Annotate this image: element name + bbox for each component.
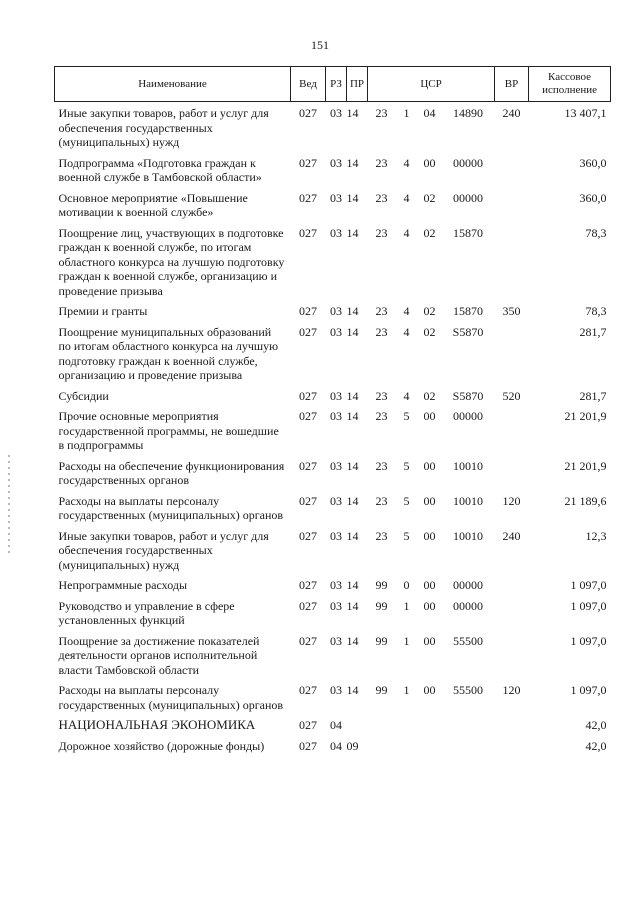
row-csr-direction: 00000 bbox=[453, 598, 484, 613]
row-amount: 21 201,9 bbox=[564, 409, 607, 423]
row-csr-program bbox=[368, 712, 396, 733]
header-amount: Кассовое исполнение bbox=[529, 67, 611, 102]
row-csr-direction: 15870 bbox=[453, 304, 484, 318]
row-rz: 03 bbox=[330, 528, 342, 543]
row-csr-subprogram: 4 bbox=[403, 155, 410, 170]
row-name: Поощрение муниципальных образований по итогам областного конкурса на лучшую подготовку граждан к военной службе, организацию и проведение призыва bbox=[58, 324, 279, 382]
row-vr: 350 bbox=[502, 304, 521, 318]
row-vr: 520 bbox=[502, 388, 521, 403]
row-vr bbox=[495, 593, 529, 628]
row-name: Расходы на обеспечение функционирования государственных органов bbox=[58, 458, 285, 487]
row-pr: 14 bbox=[346, 304, 359, 318]
row-ved: 027 bbox=[299, 528, 317, 543]
row-name: Руководство и управление в сфере установленных функций bbox=[58, 598, 235, 627]
row-pr: 14 bbox=[346, 190, 359, 205]
row-csr-program: 99 bbox=[375, 598, 388, 613]
row-vr: 120 bbox=[502, 683, 521, 697]
row-ved: 027 bbox=[299, 225, 317, 240]
table-row bbox=[55, 102, 611, 150]
row-amount: 281,7 bbox=[579, 388, 607, 403]
row-csr-program: 23 bbox=[375, 324, 388, 339]
row-csr-event bbox=[418, 712, 442, 733]
budget-table bbox=[54, 66, 611, 753]
table-row bbox=[55, 453, 611, 488]
row-ved: 027 bbox=[299, 324, 317, 339]
row-rz: 04 bbox=[330, 738, 342, 753]
row-csr-subprogram: 4 bbox=[403, 190, 410, 205]
table-row bbox=[55, 383, 611, 404]
row-csr-subprogram: 4 bbox=[403, 388, 410, 403]
row-rz: 03 bbox=[330, 598, 342, 613]
row-csr-event: 02 bbox=[423, 324, 436, 339]
row-csr-event: 00 bbox=[423, 409, 436, 423]
row-csr-direction: S5870 bbox=[452, 324, 484, 339]
row-csr-subprogram: 5 bbox=[403, 528, 410, 543]
row-pr: 14 bbox=[346, 528, 359, 543]
row-csr-direction bbox=[442, 712, 495, 733]
row-ved: 027 bbox=[299, 738, 317, 753]
row-amount: 21 189,6 bbox=[564, 493, 607, 508]
row-pr: 14 bbox=[346, 458, 359, 473]
row-rz: 03 bbox=[330, 106, 342, 120]
row-vr bbox=[495, 453, 529, 488]
row-csr-program: 23 bbox=[375, 458, 388, 473]
row-name: Субсидии bbox=[58, 388, 109, 403]
row-pr: 14 bbox=[346, 388, 359, 403]
row-csr-subprogram: 5 bbox=[403, 458, 410, 473]
row-ved: 027 bbox=[299, 458, 317, 473]
table-row bbox=[55, 150, 611, 185]
row-csr-direction bbox=[442, 733, 495, 754]
row-csr-program: 23 bbox=[375, 225, 388, 240]
row-pr: 14 bbox=[346, 683, 359, 697]
row-csr-subprogram: 1 bbox=[403, 598, 410, 613]
row-ved: 027 bbox=[299, 493, 317, 508]
table-row bbox=[55, 319, 611, 383]
row-csr-direction: 00000 bbox=[453, 409, 484, 423]
table-row bbox=[55, 712, 611, 733]
row-rz: 03 bbox=[330, 190, 342, 205]
row-ved: 027 bbox=[299, 578, 317, 592]
row-amount: 281,7 bbox=[579, 324, 607, 339]
row-amount: 1 097,0 bbox=[570, 683, 607, 697]
row-rz: 03 bbox=[330, 155, 342, 170]
row-csr-program: 23 bbox=[375, 528, 388, 543]
row-csr-direction: 00000 bbox=[453, 155, 484, 170]
row-vr bbox=[495, 628, 529, 678]
row-pr: 09 bbox=[346, 738, 359, 753]
row-amount: 42,0 bbox=[585, 738, 607, 753]
row-ved: 027 bbox=[299, 190, 317, 205]
row-name: Подпрограмма «Подготовка граждан к военной службе в Тамбовской области» bbox=[58, 155, 262, 184]
row-name: Премии и гранты bbox=[58, 304, 148, 318]
header-vr: ВР bbox=[495, 67, 529, 102]
row-amount: 42,0 bbox=[585, 718, 607, 732]
row-rz: 03 bbox=[330, 388, 342, 403]
row-ved: 027 bbox=[299, 388, 317, 403]
row-rz: 03 bbox=[330, 225, 342, 240]
row-ved: 027 bbox=[299, 683, 317, 697]
row-name: Непрограммные расходы bbox=[58, 578, 188, 592]
row-csr-event: 00 bbox=[423, 155, 436, 170]
margin-scan-marks bbox=[8, 455, 10, 555]
row-csr-program: 23 bbox=[375, 190, 388, 205]
row-ved: 027 bbox=[299, 106, 317, 120]
table-row bbox=[55, 185, 611, 220]
row-ved: 027 bbox=[299, 633, 317, 648]
table-row bbox=[55, 523, 611, 573]
header-rz: РЗ bbox=[326, 67, 347, 102]
row-csr-program: 99 bbox=[375, 633, 388, 648]
row-csr-event: 02 bbox=[423, 225, 436, 240]
row-rz: 03 bbox=[330, 324, 342, 339]
row-amount: 360,0 bbox=[579, 190, 607, 205]
row-csr-program: 23 bbox=[375, 106, 388, 120]
row-ved: 027 bbox=[299, 598, 317, 613]
row-pr: 14 bbox=[346, 324, 359, 339]
row-csr-subprogram bbox=[396, 712, 418, 733]
row-csr-program: 23 bbox=[375, 155, 388, 170]
row-pr: 14 bbox=[346, 578, 359, 592]
row-csr-direction: 10010 bbox=[453, 528, 484, 543]
row-name: Поощрение за достижение показателей деятельности органов исполнительной власти Тамбовской области bbox=[58, 633, 260, 677]
row-csr-direction: 15870 bbox=[453, 225, 484, 240]
row-amount: 360,0 bbox=[579, 155, 607, 170]
table-row bbox=[55, 298, 611, 319]
row-rz: 03 bbox=[330, 458, 342, 473]
row-amount: 1 097,0 bbox=[570, 578, 607, 592]
row-csr-event: 00 bbox=[423, 528, 436, 543]
row-csr-program bbox=[368, 733, 396, 754]
row-csr-subprogram: 1 bbox=[403, 683, 410, 697]
row-vr bbox=[495, 733, 529, 754]
row-name: Расходы на выплаты персоналу государственных (муниципальных) органов bbox=[58, 493, 284, 522]
row-csr-subprogram: 5 bbox=[403, 493, 410, 508]
row-name: Дорожное хозяйство (дорожные фонды) bbox=[58, 738, 265, 753]
row-name: Поощрение лиц, участвующих в подготовке граждан к военной службе, по итогам областного конкурса на лучшую подготовку граждан к военной службе, организацию и проведение призыва bbox=[58, 225, 285, 298]
row-rz: 03 bbox=[330, 683, 342, 697]
row-csr-subprogram: 4 bbox=[403, 225, 410, 240]
table-row bbox=[55, 593, 611, 628]
row-vr: 240 bbox=[502, 106, 521, 120]
row-csr-subprogram bbox=[396, 733, 418, 754]
row-csr-event: 00 bbox=[423, 578, 436, 592]
row-name: Прочие основные мероприятия государственной программы, не вошедшие в подпрограммы bbox=[58, 409, 279, 452]
row-name: Иные закупки товаров, работ и услуг для обеспечения государственных (муниципальных) нужд bbox=[58, 106, 269, 149]
row-pr: 14 bbox=[346, 225, 359, 240]
row-rz: 03 bbox=[330, 578, 342, 592]
row-pr: 14 bbox=[346, 493, 359, 508]
row-vr bbox=[495, 712, 529, 733]
row-csr-program: 23 bbox=[375, 493, 388, 508]
row-pr: 14 bbox=[346, 633, 359, 648]
row-csr-program: 23 bbox=[375, 388, 388, 403]
row-amount: 1 097,0 bbox=[570, 633, 607, 648]
header-csr: ЦСР bbox=[368, 67, 495, 102]
table-row bbox=[55, 220, 611, 299]
header-pr: ПР bbox=[347, 67, 368, 102]
row-vr bbox=[495, 572, 529, 593]
row-csr-event: 02 bbox=[423, 388, 436, 403]
row-ved: 027 bbox=[299, 718, 317, 732]
row-rz: 04 bbox=[330, 718, 342, 732]
row-csr-event: 02 bbox=[423, 304, 436, 318]
row-vr bbox=[495, 319, 529, 383]
row-csr-subprogram: 4 bbox=[403, 304, 410, 318]
row-rz: 03 bbox=[330, 304, 342, 318]
row-vr bbox=[495, 220, 529, 299]
row-csr-direction: 14890 bbox=[453, 106, 484, 120]
row-csr-event: 00 bbox=[423, 633, 436, 648]
row-name: НАЦИОНАЛЬНАЯ ЭКОНОМИКА bbox=[58, 717, 256, 732]
row-rz: 03 bbox=[330, 493, 342, 508]
row-csr-subprogram: 0 bbox=[403, 578, 410, 592]
table-row bbox=[55, 628, 611, 678]
table-row bbox=[55, 733, 611, 754]
row-rz: 03 bbox=[330, 633, 342, 648]
row-csr-program: 99 bbox=[375, 578, 388, 592]
row-vr: 240 bbox=[502, 528, 521, 543]
row-csr-subprogram: 4 bbox=[403, 324, 410, 339]
row-csr-direction: 00000 bbox=[453, 578, 484, 592]
row-csr-direction: 10010 bbox=[453, 493, 484, 508]
table-row bbox=[55, 572, 611, 593]
row-amount: 78,3 bbox=[585, 225, 607, 240]
row-name: Расходы на выплаты персоналу государственных (муниципальных) органов bbox=[58, 683, 284, 712]
row-name: Основное мероприятие «Повышение мотивации к военной службе» bbox=[58, 190, 248, 219]
row-rz: 03 bbox=[330, 409, 342, 423]
row-csr-program: 23 bbox=[375, 304, 388, 318]
row-csr-event bbox=[418, 733, 442, 754]
row-ved: 027 bbox=[299, 409, 317, 423]
header-name: Наименование bbox=[55, 67, 291, 102]
row-csr-program: 99 bbox=[375, 683, 388, 697]
page-number: 151 bbox=[311, 38, 329, 52]
row-csr-event: 00 bbox=[423, 493, 436, 508]
row-amount: 21 201,9 bbox=[564, 458, 607, 473]
row-name: Иные закупки товаров, работ и услуг для обеспечения государственных (муниципальных) нужд bbox=[58, 528, 269, 572]
row-amount: 1 097,0 bbox=[570, 598, 607, 613]
row-csr-program: 23 bbox=[375, 409, 388, 423]
row-vr: 120 bbox=[502, 493, 521, 508]
row-csr-subprogram: 1 bbox=[403, 633, 410, 648]
row-csr-subprogram: 1 bbox=[403, 106, 410, 120]
row-pr: 14 bbox=[346, 598, 359, 613]
row-pr: 14 bbox=[346, 409, 359, 423]
table-header-row bbox=[55, 67, 611, 102]
row-csr-event: 02 bbox=[423, 190, 436, 205]
row-pr bbox=[347, 712, 368, 733]
row-pr: 14 bbox=[346, 155, 359, 170]
row-csr-event: 00 bbox=[423, 683, 436, 697]
row-amount: 13 407,1 bbox=[564, 106, 607, 120]
row-vr bbox=[495, 185, 529, 220]
row-csr-direction: 55500 bbox=[453, 683, 484, 697]
header-ved: Вед bbox=[291, 67, 326, 102]
row-csr-direction: 10010 bbox=[453, 458, 484, 473]
row-csr-event: 00 bbox=[423, 458, 436, 473]
row-amount: 12,3 bbox=[585, 528, 607, 543]
row-csr-direction: 00000 bbox=[453, 190, 484, 205]
row-amount: 78,3 bbox=[585, 304, 607, 318]
row-ved: 027 bbox=[299, 304, 317, 318]
row-vr bbox=[495, 403, 529, 453]
row-csr-direction: S5870 bbox=[452, 388, 484, 403]
row-csr-direction: 55500 bbox=[453, 633, 484, 648]
table-row bbox=[55, 488, 611, 523]
row-vr bbox=[495, 150, 529, 185]
row-ved: 027 bbox=[299, 155, 317, 170]
row-csr-event: 04 bbox=[423, 106, 436, 120]
row-csr-subprogram: 5 bbox=[403, 409, 410, 423]
table-row bbox=[55, 677, 611, 712]
row-csr-event: 00 bbox=[423, 598, 436, 613]
row-pr: 14 bbox=[346, 106, 359, 120]
table-row bbox=[55, 403, 611, 453]
